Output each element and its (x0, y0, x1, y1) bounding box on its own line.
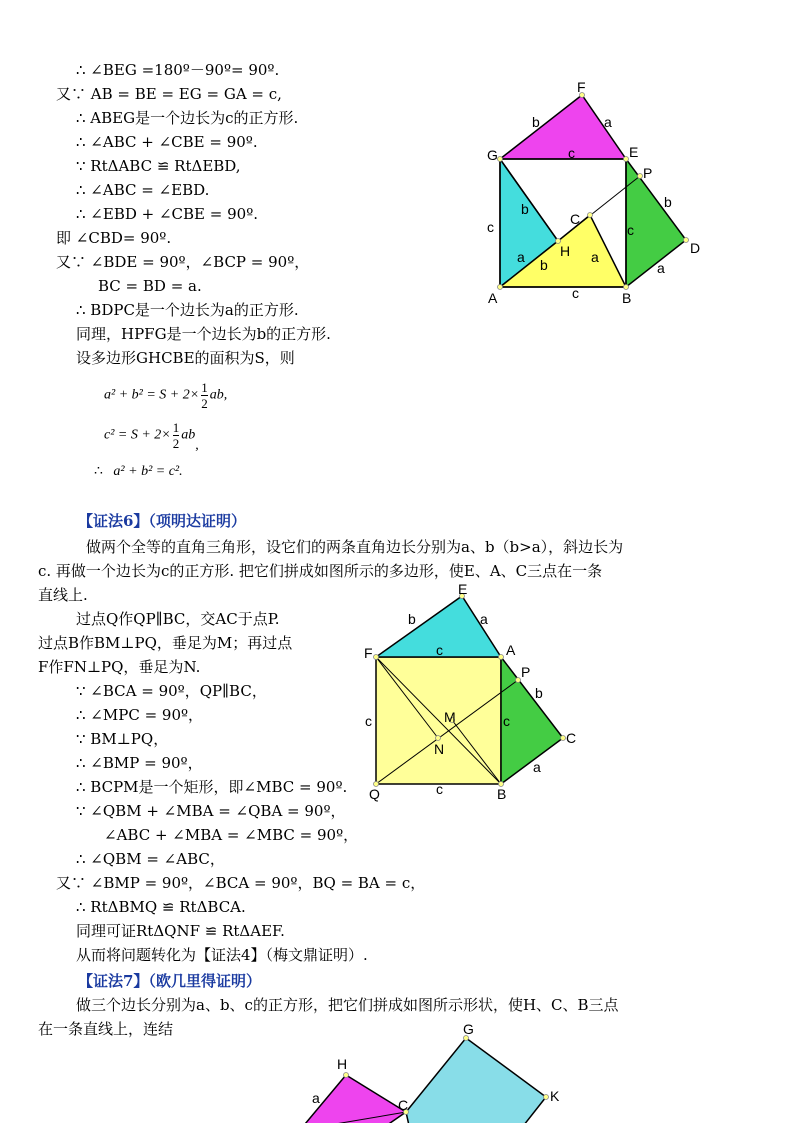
proof5-line-4: ∴ ∠ABC + ∠CBE = 90º. (76, 133, 258, 151)
fig2-label-B: B (497, 786, 507, 802)
fig1-label-b1: b (532, 114, 540, 130)
fig1-label-P: P (643, 165, 653, 181)
proof7-intro-2: 在一条直线上，连结 (38, 1020, 174, 1038)
proof5-line-13: 设多边形GHCBE的面积为S，则 (76, 349, 295, 367)
proof5-line-3: ∴ ABEG是一个边长为c的正方形. (76, 109, 299, 127)
proof5-line-1: ∴ ∠BEG =180º－90º= 90º. (76, 61, 280, 79)
proof5-line-12: 同理，HPFG是一个边长为b的正方形. (76, 325, 331, 343)
fig2-label-A: A (506, 642, 516, 658)
proof5-line-5: ∵ RtΔABC ≌ RtΔEBD, (76, 157, 241, 175)
fig1-label-E: E (629, 144, 639, 160)
fig3-label-a: a (312, 1090, 320, 1106)
fig1-label-G: G (487, 147, 498, 163)
formula-1-num: 1 (201, 380, 208, 395)
proof6-heading: 【证法6】（项明达证明） (78, 512, 246, 530)
fig1-label-a3: a (591, 249, 599, 265)
triangle-ACB (501, 657, 563, 784)
fig2-label-b1: b (408, 611, 416, 627)
proof6-intro-3: 直线上. (38, 586, 88, 604)
proof6-line-3: F作FN⊥PQ，垂足为N. (38, 658, 201, 676)
fig1-label-a4: a (657, 260, 665, 276)
fig1-label-c4: c (572, 285, 579, 301)
proof6-line-2: 过点B作BM⊥PQ，垂足为M；再过点 (38, 634, 293, 652)
proof5-line-7: ∴ ∠EBD + ∠CBE = 90º. (76, 205, 259, 223)
fig1-label-c2: c (487, 219, 494, 235)
formula-1-lhs: a² + b² = S + 2× (104, 387, 200, 403)
square-b (406, 1038, 546, 1123)
fig3-label-K: K (550, 1088, 560, 1104)
formula-2-den: 2 (172, 436, 180, 451)
proof7-heading: 【证法7】（欧几里得证明） (78, 972, 261, 990)
formula-3-therefore: ∴ (94, 464, 103, 479)
triangle-EDB (626, 159, 686, 287)
formula-1-rhs: ab, (209, 387, 228, 403)
fig1-label-H: H (560, 243, 571, 259)
proof6-line-6: ∵ BM⊥PQ， (76, 730, 169, 748)
formula-1-den: 2 (201, 396, 208, 411)
formula-3 (94, 462, 183, 482)
proof5-line-10: BC = BD = a. (98, 277, 202, 295)
formula-2-frac (173, 420, 180, 451)
proof6-line-10: ∠ABC + ∠MBA = ∠MBC = 90º， (104, 826, 359, 844)
proof5-line-11: ∴ BDPC是一个边长为a的正方形. (76, 301, 299, 319)
proof6-line-4: ∵ ∠BCA = 90º，QP∥BC， (76, 682, 267, 700)
proof6-line-8: ∴ BCPM是一个矩形，即∠MBC = 90º. (76, 778, 348, 796)
fig1-label-b4: b (540, 257, 548, 273)
fig3-label-H: H (337, 1056, 348, 1072)
figure-proof7 (300, 1015, 580, 1123)
proof6-line-13: ∴ RtΔBMQ ≌ RtΔBCA. (76, 898, 246, 916)
proof6-line-15: 从而将问题转化为【证法4】（梅文鼎证明）. (76, 946, 368, 964)
figure-proof6 (360, 578, 590, 804)
proof6-line-12: 又∵ ∠BMP = 90º，∠BCA = 90º，BQ = BA = c， (56, 874, 426, 892)
figure-proof5 (478, 72, 718, 312)
fig1-label-B: B (622, 290, 632, 306)
fig2-label-a1: a (480, 611, 488, 627)
fig1-label-D: D (690, 240, 701, 256)
proof6-line-5: ∴ ∠MPC = 90º， (76, 706, 204, 724)
fig2-label-a2: a (533, 759, 541, 775)
fig1-label-a2: a (517, 249, 525, 265)
fig1-label-b3: b (521, 201, 529, 217)
fig2-label-c3: c (503, 713, 510, 729)
proof6-line-11: ∴ ∠QBM = ∠ABC， (76, 850, 225, 868)
fig1-label-c3: c (627, 222, 634, 238)
fig1-label-b2: b (664, 194, 672, 210)
fig1-label-C: C (570, 211, 581, 227)
proof5-line-9: 又∵ ∠BDE = 90º，∠BCP = 90º， (56, 253, 310, 271)
fig2-label-C: C (566, 730, 577, 746)
proof6-intro-2: c. 再做一个边长为c的正方形. 把它们拼成如图所示的多边形，使E、A、C三点在一条 (38, 562, 603, 580)
formula-2-rhs: ab (181, 427, 196, 443)
fig2-label-E: E (458, 581, 468, 597)
fig2-label-N: N (434, 741, 445, 757)
fig2-label-c4: c (436, 781, 443, 797)
proof6-line-9: ∵ ∠QBM + ∠MBA = ∠QBA = 90º， (76, 802, 346, 820)
fig2-label-M: M (444, 709, 456, 725)
fig2-label-F: F (364, 645, 373, 661)
proof7-intro-1: 做三个边长分别为a、b、c的正方形，把它们拼成如图所示形状，使H、C、B三点 (76, 996, 619, 1014)
fig2-label-c1: c (436, 642, 443, 658)
formula-2-tail: , (195, 437, 199, 453)
fig1-label-c1: c (568, 145, 575, 161)
formula-2-num: 1 (172, 420, 180, 435)
formula-2 (104, 420, 199, 451)
fig2-label-P: P (521, 664, 531, 680)
proof6-line-7: ∴ ∠BMP = 90º， (76, 754, 203, 772)
proof5-line-6: ∴ ∠ABC = ∠EBD. (76, 181, 210, 199)
formula-2-lhs: c² = S + 2× (104, 427, 171, 443)
proof6-intro-1: 做两个全等的直角三角形，设它们的两条直角边长分别为a、b（b>a），斜边长为 (86, 538, 624, 556)
fig2-label-b2: b (535, 685, 543, 701)
fig1-label-F: F (577, 79, 586, 95)
proof5-line-2: 又∵ AB = BE = EG = GA = c, (56, 85, 282, 103)
proof6-line-14: 同理可证RtΔQNF ≌ RtΔAEF. (76, 922, 285, 940)
fig1-label-a1: a (604, 114, 612, 130)
formula-3-expr: a² + b² = c². (113, 464, 183, 479)
formula-1 (104, 380, 227, 411)
proof6-line-1: 过点Q作QP∥BC，交AC于点P. (76, 610, 280, 628)
fig2-label-c2: c (365, 713, 372, 729)
fig3-label-C: C (398, 1097, 409, 1113)
fig2-label-Q: Q (369, 786, 380, 802)
formula-1-frac (201, 380, 208, 411)
fig1-label-A: A (488, 290, 498, 306)
proof5-line-8: 即 ∠CBD= 90º. (56, 229, 172, 247)
fig3-label-G: G (463, 1021, 474, 1037)
